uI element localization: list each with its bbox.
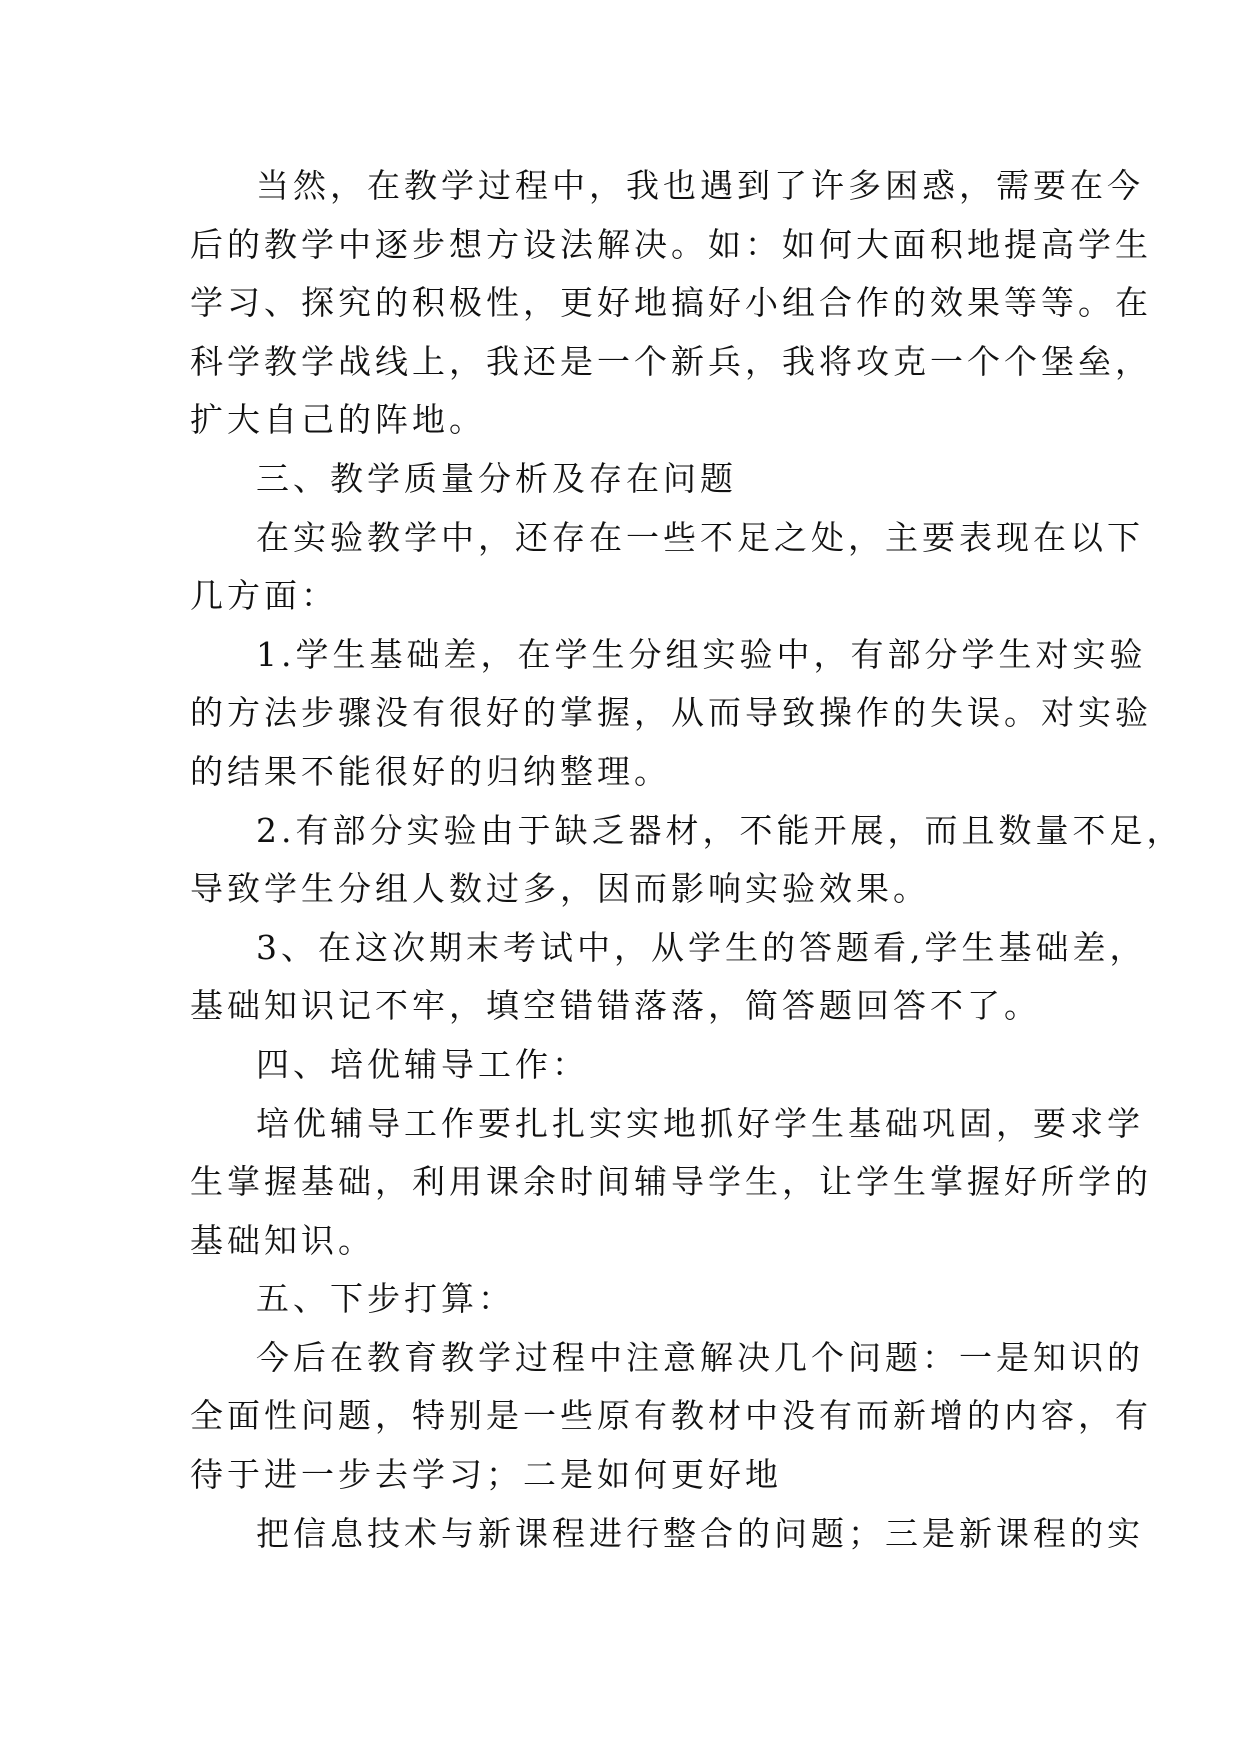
section-heading: 五、下步打算： bbox=[256, 1279, 515, 1319]
text-line: 今后在教育教学过程中注意解决几个问题：一是知识的 bbox=[256, 1337, 1144, 1377]
text-line: 学习、探究的积极性，更好地搞好小组合作的效果等等。在 bbox=[190, 283, 1152, 323]
text-line: 后的教学中逐步想方设法解决。如：如何大面积地提高学生 bbox=[190, 224, 1152, 264]
text-line: 扩大自己的阵地。 bbox=[190, 400, 486, 440]
list-item: 2.有部分实验由于缺乏器材，不能开展，而且数量不足， bbox=[256, 810, 1184, 850]
list-item: 3、在这次期末考试中，从学生的答题看,学生基础差， bbox=[256, 927, 1147, 967]
text-line: 科学教学战线上，我还是一个新兵，我将攻克一个个堡垒， bbox=[190, 341, 1152, 381]
list-item: 1.学生基础差，在学生分组实验中，有部分学生对实验 bbox=[256, 634, 1147, 674]
text-line: 在实验教学中，还存在一些不足之处，主要表现在以下 bbox=[256, 517, 1144, 557]
text-line: 导致学生分组人数过多，因而影响实验效果。 bbox=[190, 869, 930, 909]
text-line: 基础知识。 bbox=[190, 1220, 375, 1260]
section-heading: 四、培优辅导工作： bbox=[256, 1044, 589, 1084]
text-line: 基础知识记不牢，填空错错落落，简答题回答不了。 bbox=[190, 986, 1041, 1026]
text-line: 培优辅导工作要扎扎实实地抓好学生基础巩固，要求学 bbox=[256, 1103, 1144, 1143]
text-line: 的结果不能很好的归纳整理。 bbox=[190, 751, 671, 791]
text-line: 几方面： bbox=[190, 576, 338, 616]
text-line: 生掌握基础，利用课余时间辅导学生，让学生掌握好所学的 bbox=[190, 1162, 1152, 1202]
text-line: 当然，在教学过程中，我也遇到了许多困惑，需要在今 bbox=[256, 166, 1144, 205]
text-line: 全面性问题，特别是一些原有教材中没有而新增的内容，有 bbox=[190, 1396, 1152, 1436]
text-line: 的方法步骤没有很好的掌握，从而导致操作的失误。对实验 bbox=[190, 693, 1152, 733]
text-line: 把信息技术与新课程进行整合的问题；三是新课程的实 bbox=[256, 1513, 1144, 1553]
text-line: 待于进一步去学习；二是如何更好地 bbox=[190, 1455, 782, 1495]
document-body bbox=[190, 157, 1184, 1563]
section-heading: 三、教学质量分析及存在问题 bbox=[256, 458, 737, 498]
